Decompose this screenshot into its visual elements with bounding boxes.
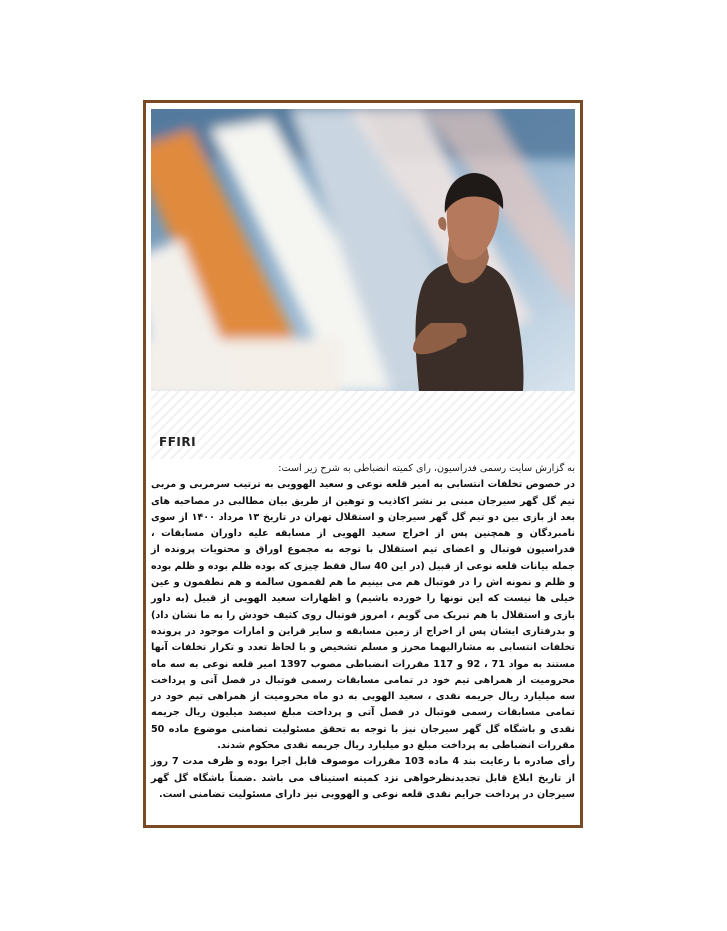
brand-band (151, 391, 575, 459)
article-appeal-note: رأی صادره با رعایت بند 4 ماده 103 مقررات موصوف قابل اجرا بوده و ظرف مدت 7 روز از تاریخ ابلاغ قابل تجدیدنظرخواهی نزد کمیته استیناف می باشد .ضمناً باشگاه گل گهر سیرجان در پرداخت جرایم نقدی قلعه نوعی و الهوویی نیز دارای مسئولیت تضامنی است. (151, 756, 576, 800)
ffiri-logo: FFIRI (159, 435, 197, 449)
article-intro: به گزارش سایت رسمی فدراسیون، رای کمیته انضباطی به شرح زیر است: (278, 463, 575, 474)
article-body (151, 461, 575, 803)
coach-photo (151, 109, 575, 391)
article-frame (143, 100, 583, 828)
article-verdict: در خصوص تخلفات انتسابی به امیر قلعه نوعی و سعید الهوویی به ترتیب سرمربی و مربی تیم گل گهر سیرجان مبنی بر نشر اکاذیب و توهین از طریق بیان مطالبی در مصاحبه های بعد از بازی بین دو تیم گل گهر سیرجان و استقلال تهران در تاریخ ۱۳ مرداد ۱۴۰۰ از سوی نامبردگان و همچنین پس از اخراج سعید الهویی از مسابقه علیه داوران مسابقات ، فدراسیون فوتبال و اعضای تیم استقلال با توجه به مجموع اوراق و محتویات پرونده از جمله بیانات قلعه نوعی از قبیل (در این 40 سال فقط چیزی که بوده ظلم بوده و ظلم بوده و ظلم و نمونه اش را در فوتبال هم می بینیم ما هم لقممون سالمه و هم نطفمون و عین خیلی ها نیست که این نونها را خورده باشیم) و اظهارات سعید الهویی از قبیل (به داور بازی و استقلال با هم تبریک می گویم ، امروز فوتبال روی کثیف خودش را به ما نشان داد) و بدرفتاری ایشان پس از اخراج از زمین مسابقه و سایر قراین و امارات موجود در پرونده تخلفات انتسابی به مشارالیهما محرز و مسلم تشخیص و با لحاظ تعدد و تکرار تخلفات آنها مستند به مواد 71 ، 92 و 117 مقررات انضباطی مصوب 1397 امیر قلعه نوعی به سه ماه محرومیت از همراهی تیم خود در تمامی مسابقات رسمی فوتبال در فصل آتی و پرداخت سه میلیارد ریال جریمه نقدی ، سعید الهویی به دو ماه محرومیت از همراهی تیم خود در تمامی مسابقات رسمی فوتبال در فصل آتی و پرداخت مبلغ سیصد میلیون ریال جریمه نقدی و باشگاه گل گهر سیرجان نیز با توجه به تحقق مسئولیت تضامنی موضوع ماده 50 مقررات انضباطی به پرداخت مبلغ دو میلیارد ریال جریمه نقدی محکوم شدند. (151, 479, 576, 752)
